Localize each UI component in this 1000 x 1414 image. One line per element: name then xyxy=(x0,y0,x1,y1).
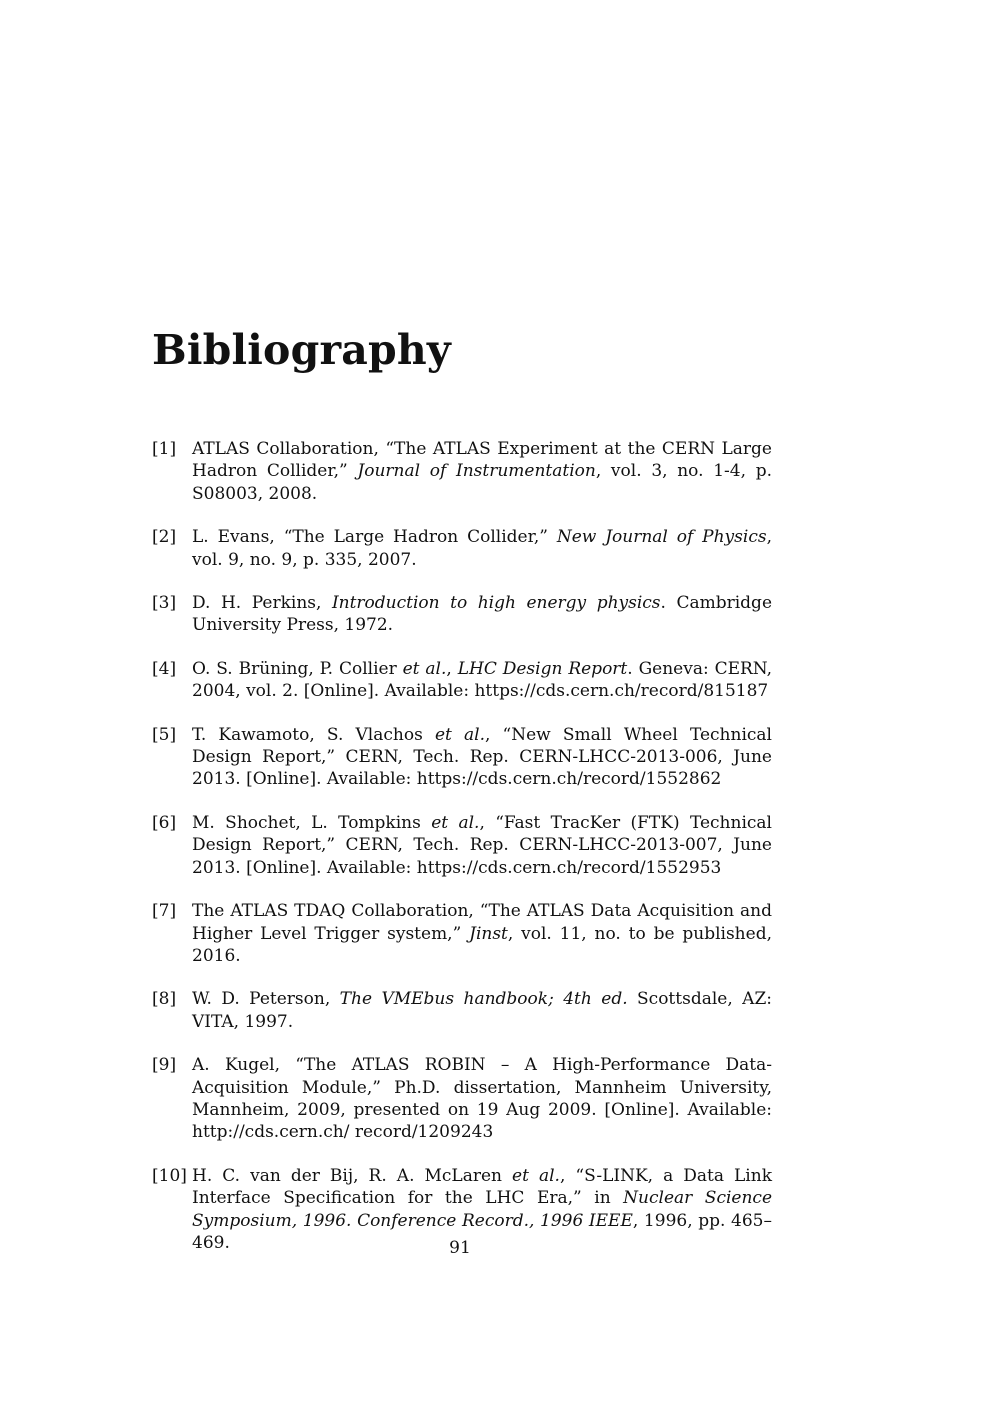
reference-number: [5] xyxy=(152,724,177,745)
reference-segment: , vol. 3, no. 1-4, p. S08003, 2008. xyxy=(192,461,772,504)
reference-segment: ATLAS Collaboration, “The ATLAS Experiment at the CERN Large Hadron Collider,” xyxy=(192,439,772,482)
reference-segment: . Cambridge University Press, 1972. xyxy=(192,593,772,636)
reference-segment: W. D. Peterson, xyxy=(192,989,340,1010)
bibliography-entry xyxy=(152,900,772,967)
reference-number: [3] xyxy=(152,593,177,614)
reference-number: [4] xyxy=(152,658,177,679)
reference-segment: M. Shochet, L. Tompkins xyxy=(192,812,432,833)
bibliography-list xyxy=(152,438,772,1275)
reference-text xyxy=(192,1054,772,1144)
reference-italic-segment: et al. xyxy=(434,724,485,745)
reference-segment: , “S-LINK, a Data Link Interface Specification for the LHC Era,” in xyxy=(192,1165,772,1209)
reference-segment: D. H. Perkins, xyxy=(192,593,332,614)
reference-number: [7] xyxy=(152,901,177,922)
reference-number: [8] xyxy=(152,989,177,1010)
reference-number: [10] xyxy=(152,1165,187,1186)
reference-segment: O. S. Brüning, P. Collier xyxy=(192,658,403,679)
reference-segment: , vol. 11, no. to be published, 2016. xyxy=(192,923,772,966)
reference-segment: H. C. van der Bij, R. A. McLaren xyxy=(192,1165,513,1186)
bibliography-entry xyxy=(152,526,772,571)
reference-segment: A. Kugel, “The ATLAS ROBIN – A High-Performance Data-Acquisition Module,” Ph.D. dissertation, Mannheim University, Mannheim, 2009, presented on 19 Aug 2009. [Online]. Available: http://cds.cern.ch/ record/1209243 xyxy=(192,1055,772,1143)
reference-segment: , “Fast TracKer (FTK) Technical Design Report,” CERN, Tech. Rep. CERN-LHCC-2013-007, June 2013. [Online]. Available: https://cds.cern.ch/record/1552953 xyxy=(192,812,772,878)
reference-number: [6] xyxy=(152,812,177,833)
reference-text xyxy=(192,526,772,571)
bibliography-entry xyxy=(152,988,772,1033)
reference-italic-segment: Introduction to high energy physics xyxy=(331,593,661,614)
reference-italic-segment: et al. xyxy=(512,1165,560,1186)
bibliography-entry xyxy=(152,1054,772,1144)
reference-italic-segment: New Journal of Physics xyxy=(556,527,767,548)
reference-segment: , 1996, pp. 465–469. xyxy=(192,1210,772,1253)
bibliography-entry xyxy=(152,438,772,505)
reference-number: [9] xyxy=(152,1055,177,1076)
reference-text xyxy=(192,900,772,967)
reference-number: [2] xyxy=(152,527,177,548)
reference-text xyxy=(192,592,772,637)
reference-italic-segment: Nuclear Science Symposium, 1996. Conference Record., 1996 IEEE xyxy=(192,1188,773,1231)
reference-segment: . Geneva: CERN, 2004, vol. 2. [Online]. Available: https://cds.cern.ch/record/815187 xyxy=(192,658,772,702)
bibliography-entry xyxy=(152,724,772,791)
reference-text xyxy=(192,438,772,505)
page-number: 91 xyxy=(449,1238,471,1258)
reference-segment: The ATLAS TDAQ Collaboration, “The ATLAS Data Acquisition and Higher Level Trigger system,” xyxy=(192,901,772,944)
reference-segment: , xyxy=(446,658,458,679)
reference-segment: , “New Small Wheel Technical Design Report,” CERN, Tech. Rep. CERN-LHCC-2013-006, June 2013. [Online]. Available: https://cds.cern.ch/record/1552862 xyxy=(192,724,772,790)
bibliography-entry xyxy=(152,812,772,879)
reference-segment: T. Kawamoto, S. Vlachos xyxy=(192,724,435,745)
reference-segment: Scottsdale, AZ: VITA, 1997. xyxy=(192,989,772,1032)
reference-italic-segment: The VMEbus handbook; 4th ed. xyxy=(339,989,628,1010)
reference-italic-segment: Journal of Instrumentation xyxy=(357,461,596,482)
reference-number: [1] xyxy=(152,439,177,459)
reference-text xyxy=(192,658,772,703)
reference-text xyxy=(192,988,772,1033)
reference-italic-segment: et al. xyxy=(402,658,447,679)
reference-segment: , vol. 9, no. 9, p. 335, 2007. xyxy=(192,527,772,570)
reference-italic-segment: LHC Design Report xyxy=(457,658,628,679)
reference-italic-segment: et al. xyxy=(431,812,480,833)
reference-segment: L. Evans, “The Large Hadron Collider,” xyxy=(192,527,557,548)
bibliography-entry xyxy=(152,592,772,637)
reference-text xyxy=(192,724,772,791)
page-title: Bibliography xyxy=(152,326,451,374)
reference-text xyxy=(192,812,772,879)
reference-italic-segment: Jinst xyxy=(469,923,508,944)
bibliography-entry xyxy=(152,658,772,703)
